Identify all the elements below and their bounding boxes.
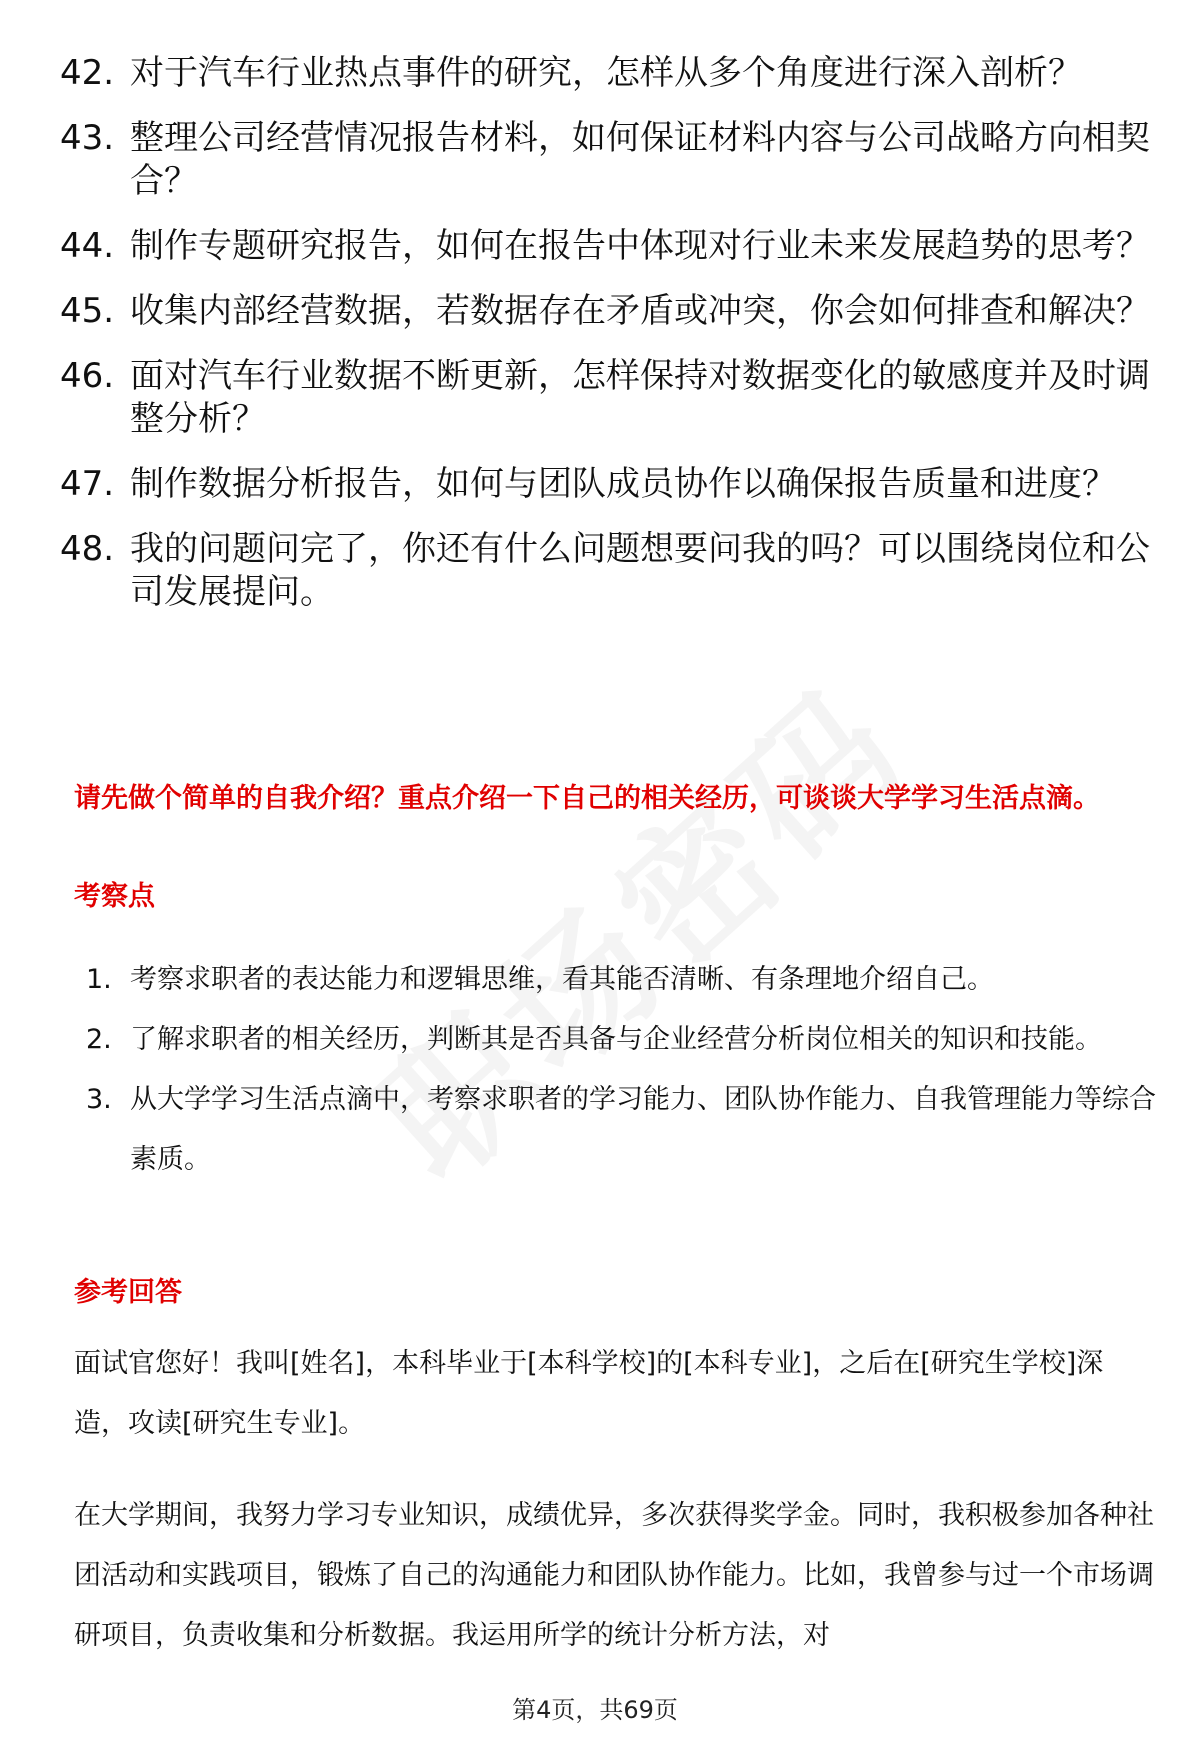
exam-points-label: 考察点 [74, 881, 155, 912]
question-text: 制作专题研究报告，如何在报告中体现对行业未来发展趋势的思考？ [130, 226, 1150, 266]
question-number: 42. [60, 53, 115, 93]
list-item [60, 225, 1150, 268]
question-text: 面对汽车行业数据不断更新，怎样保持对数据变化的敏感度并及时调整分析？ [130, 356, 1150, 439]
list-item [86, 1070, 1156, 1190]
question-text: 整理公司经营情况报告材料，如何保证材料内容与公司战略方向相契合？ [130, 118, 1150, 201]
point-text: 考察求职者的表达能力和逻辑思维，看其能否清晰、有条理地介绍自己。 [130, 964, 994, 995]
page-footer: 第4页，共69页 [512, 1696, 678, 1724]
question-text: 我的问题问完了，你还有什么问题想要问我的吗？可以围绕岗位和公司发展提问。 [130, 529, 1150, 612]
answer-paragraph: 在大学期间，我努力学习专业知识，成绩优异，多次获得奖学金。同时，我积极参加各种社团活动和实践项目，锻炼了自己的沟通能力和团队协作能力。比如，我曾参与过一个市场调研项目，负责收集和分析数据。我运用所学的统计分析方法，对 [74, 1500, 1154, 1651]
list-item [60, 463, 1150, 506]
list-item [60, 528, 1150, 614]
reference-answer-label: 参考回答 [74, 1277, 182, 1308]
answer-paragraph: 面试官您好！我叫[姓名]，本科毕业于[本科学校]的[本科专业]，之后在[研究生学校]深造，攻读[研究生专业]。 [74, 1348, 1104, 1439]
question-number: 45. [60, 291, 115, 331]
question-number: 46. [60, 356, 115, 396]
question-text: 收集内部经营数据，若数据存在矛盾或冲突，你会如何排查和解决？ [130, 291, 1150, 331]
list-item [86, 950, 1156, 1010]
question-text: 制作数据分析报告，如何与团队成员协作以确保报告质量和进度？ [130, 464, 1116, 504]
exam-points-list [86, 950, 1156, 1190]
question-list [60, 52, 1150, 636]
list-item [60, 117, 1150, 203]
point-number: 3. [86, 1084, 112, 1115]
interview-question-heading: 请先做个简单的自我介绍？重点介绍一下自己的相关经历，可谈谈大学学习生活点滴。 [74, 783, 1100, 814]
list-item [60, 355, 1150, 441]
point-number: 2. [86, 1024, 112, 1055]
point-number: 1. [86, 964, 112, 995]
question-number: 47. [60, 464, 115, 504]
question-number: 44. [60, 226, 115, 266]
point-text: 从大学学习生活点滴中，考察求职者的学习能力、团队协作能力、自我管理能力等综合素质。 [130, 1084, 1156, 1175]
point-text: 了解求职者的相关经历，判断其是否具备与企业经营分析岗位相关的知识和技能。 [130, 1024, 1102, 1055]
list-item [86, 1010, 1156, 1070]
list-item [60, 52, 1150, 95]
question-number: 48. [60, 529, 115, 569]
question-number: 43. [60, 118, 115, 158]
question-text: 对于汽车行业热点事件的研究，怎样从多个角度进行深入剖析？ [130, 53, 1082, 93]
list-item [60, 290, 1150, 333]
